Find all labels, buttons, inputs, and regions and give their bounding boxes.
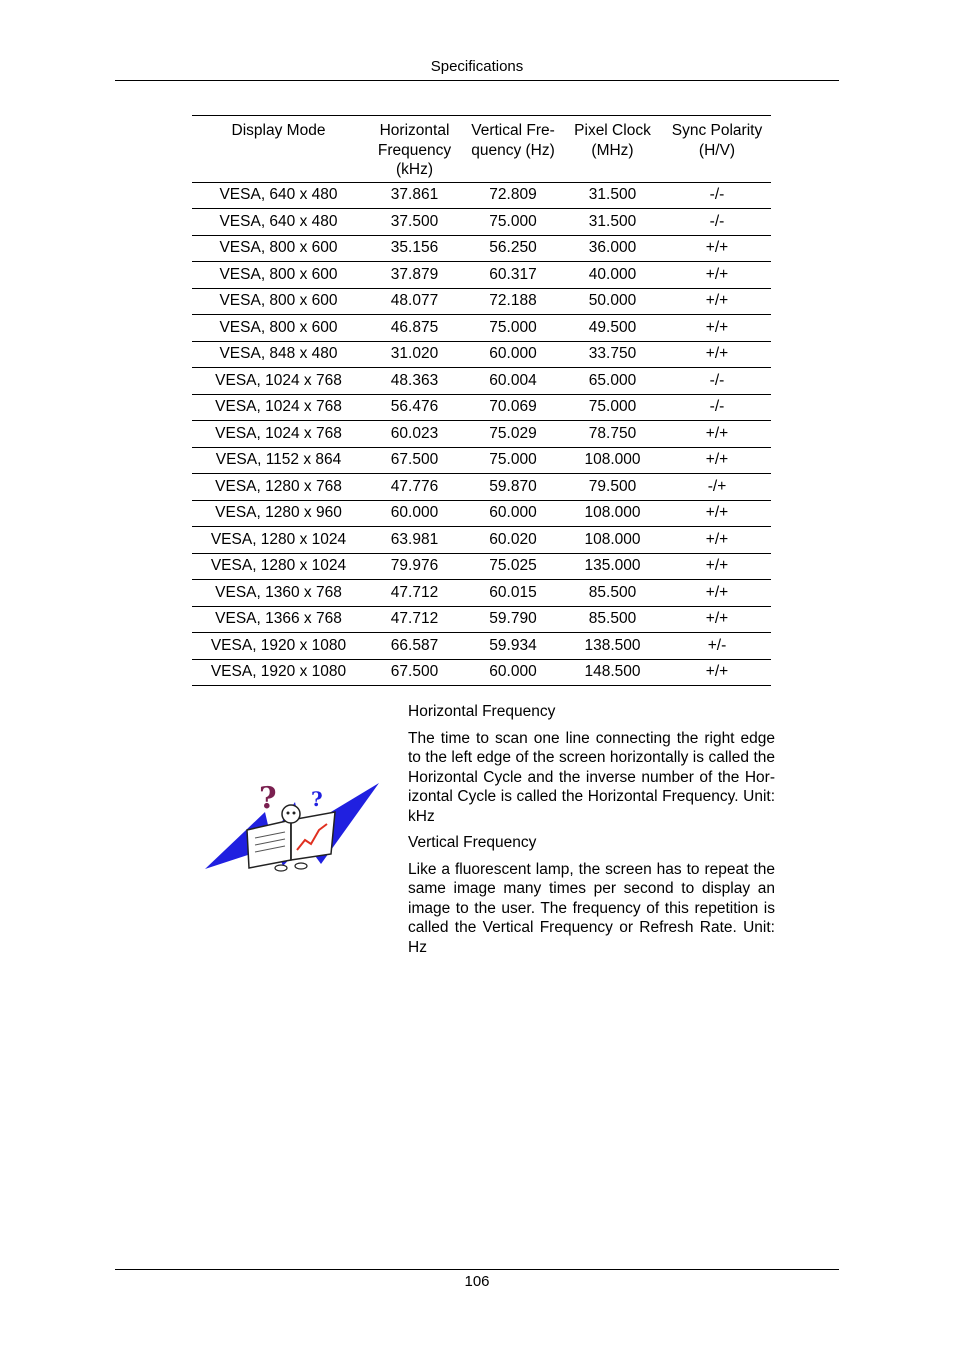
- pixel-clock-cell: 31.500: [562, 209, 663, 236]
- display-mode-cell: VESA, 800 x 600: [192, 235, 365, 262]
- sync-polarity-cell: +/+: [663, 527, 771, 554]
- table-row: [192, 580, 771, 607]
- pixel-clock-cell: 85.500: [562, 606, 663, 633]
- pixel-clock-cell: 108.000: [562, 527, 663, 554]
- pixel-clock-cell: 79.500: [562, 474, 663, 501]
- vertical-frequency-cell: 59.790: [464, 606, 562, 633]
- vertical-frequency-cell: 59.934: [464, 633, 562, 660]
- vertical-frequency-cell: 60.317: [464, 262, 562, 289]
- vertical-frequency-cell: 60.000: [464, 341, 562, 368]
- vertical-frequency-heading: Vertical Frequency: [408, 834, 537, 851]
- display-mode-cell: VESA, 1366 x 768: [192, 606, 365, 633]
- horizontal-frequency-cell: 66.587: [365, 633, 464, 660]
- col-pixel-clock: Pixel Clock (MHz): [562, 116, 663, 183]
- horizontal-frequency-cell: 60.000: [365, 500, 464, 527]
- display-mode-cell: VESA, 848 x 480: [192, 341, 365, 368]
- horizontal-frequency-cell: 37.500: [365, 209, 464, 236]
- horizontal-frequency-cell: 37.861: [365, 182, 464, 209]
- pixel-clock-cell: 85.500: [562, 580, 663, 607]
- sync-polarity-cell: +/-: [663, 633, 771, 660]
- sync-polarity-cell: -/+: [663, 474, 771, 501]
- sync-polarity-cell: -/-: [663, 182, 771, 209]
- display-mode-cell: VESA, 1920 x 1080: [192, 659, 365, 686]
- running-header: Specifications: [430, 58, 524, 75]
- table-row: [192, 633, 771, 660]
- vertical-frequency-cell: 56.250: [464, 235, 562, 262]
- horizontal-frequency-cell: 46.875: [365, 315, 464, 342]
- horizontal-frequency-cell: 56.476: [365, 394, 464, 421]
- display-mode-cell: VESA, 1920 x 1080: [192, 633, 365, 660]
- horizontal-frequency-text: The time to scan one line connecting the right edge to the left edge of the screen horizontally is called the Horizontal Cycle and the inverse number of the Hor-izontal Cycle is called the Horizontal Frequency. Unit: kHz: [408, 729, 775, 825]
- table-row: [192, 235, 771, 262]
- notes-section: [408, 702, 775, 964]
- sync-polarity-cell: +/+: [663, 659, 771, 686]
- pixel-clock-cell: 65.000: [562, 368, 663, 395]
- table-row: [192, 421, 771, 448]
- display-mode-cell: VESA, 1024 x 768: [192, 394, 365, 421]
- vertical-frequency-cell: 72.188: [464, 288, 562, 315]
- sync-polarity-cell: +/+: [663, 500, 771, 527]
- header-divider: [115, 80, 839, 81]
- pixel-clock-cell: 78.750: [562, 421, 663, 448]
- col-sync-polarity: Sync Polarity (H/V): [663, 116, 771, 183]
- table-row: [192, 659, 771, 686]
- pixel-clock-cell: 108.000: [562, 500, 663, 527]
- sync-polarity-cell: +/+: [663, 235, 771, 262]
- table-row: [192, 209, 771, 236]
- horizontal-frequency-cell: 63.981: [365, 527, 464, 554]
- horizontal-frequency-cell: 79.976: [365, 553, 464, 580]
- vertical-frequency-cell: 72.809: [464, 182, 562, 209]
- question-book-icon: [203, 780, 381, 872]
- timing-table: [192, 115, 771, 686]
- table-row: [192, 182, 771, 209]
- pixel-clock-cell: 49.500: [562, 315, 663, 342]
- table-row: [192, 527, 771, 554]
- horizontal-frequency-cell: 60.023: [365, 421, 464, 448]
- display-mode-cell: VESA, 640 x 480: [192, 182, 365, 209]
- sync-polarity-cell: +/+: [663, 553, 771, 580]
- vertical-frequency-cell: 75.000: [464, 209, 562, 236]
- table-row: [192, 553, 771, 580]
- pixel-clock-cell: 40.000: [562, 262, 663, 289]
- vertical-frequency-cell: 60.015: [464, 580, 562, 607]
- table-body: [192, 182, 771, 686]
- display-mode-cell: VESA, 1280 x 1024: [192, 553, 365, 580]
- display-mode-cell: VESA, 640 x 480: [192, 209, 365, 236]
- sync-polarity-cell: -/-: [663, 368, 771, 395]
- vertical-frequency-cell: 75.025: [464, 553, 562, 580]
- table-row: [192, 474, 771, 501]
- horizontal-frequency-cell: 37.879: [365, 262, 464, 289]
- vertical-frequency-cell: 60.004: [464, 368, 562, 395]
- horizontal-frequency-cell: 47.712: [365, 580, 464, 607]
- vertical-frequency-cell: 70.069: [464, 394, 562, 421]
- col-horizontal-frequency: Horizontal Frequency (kHz): [365, 116, 464, 183]
- sync-polarity-cell: +/+: [663, 606, 771, 633]
- svg-text:?: ?: [259, 781, 277, 816]
- vertical-frequency-cell: 59.870: [464, 474, 562, 501]
- sync-polarity-cell: +/+: [663, 288, 771, 315]
- sync-polarity-cell: +/+: [663, 580, 771, 607]
- vertical-frequency-cell: 60.000: [464, 659, 562, 686]
- horizontal-frequency-cell: 47.712: [365, 606, 464, 633]
- page-number: 106: [464, 1273, 490, 1290]
- pixel-clock-cell: 33.750: [562, 341, 663, 368]
- pixel-clock-cell: 108.000: [562, 447, 663, 474]
- col-vertical-frequency: Vertical Fre-quency (Hz): [464, 116, 562, 183]
- footer-divider: [115, 1269, 839, 1270]
- pixel-clock-cell: 138.500: [562, 633, 663, 660]
- display-mode-cell: VESA, 1280 x 960: [192, 500, 365, 527]
- pixel-clock-cell: 36.000: [562, 235, 663, 262]
- horizontal-frequency-cell: 67.500: [365, 447, 464, 474]
- horizontal-frequency-heading: Horizontal Frequency: [408, 703, 556, 720]
- horizontal-frequency-cell: 48.363: [365, 368, 464, 395]
- pixel-clock-cell: 148.500: [562, 659, 663, 686]
- sync-polarity-cell: +/+: [663, 447, 771, 474]
- table-row: [192, 368, 771, 395]
- table-row: [192, 500, 771, 527]
- vertical-frequency-text: Like a fluorescent lamp, the screen has to repeat the same image many times per second to display an image to the user. The frequency of this repetition is called the Vertical Frequency or Refresh Rate. Unit: Hz: [408, 860, 775, 956]
- sync-polarity-cell: +/+: [663, 315, 771, 342]
- display-mode-cell: VESA, 1280 x 1024: [192, 527, 365, 554]
- svg-text:?: ?: [311, 787, 323, 811]
- table-row: [192, 606, 771, 633]
- sync-polarity-cell: -/-: [663, 394, 771, 421]
- sync-polarity-cell: -/-: [663, 209, 771, 236]
- table-row: [192, 341, 771, 368]
- vertical-frequency-cell: 60.020: [464, 527, 562, 554]
- vertical-frequency-cell: 60.000: [464, 500, 562, 527]
- horizontal-frequency-cell: 47.776: [365, 474, 464, 501]
- display-mode-cell: VESA, 1024 x 768: [192, 421, 365, 448]
- display-mode-cell: VESA, 1360 x 768: [192, 580, 365, 607]
- sync-polarity-cell: +/+: [663, 262, 771, 289]
- pixel-clock-cell: 135.000: [562, 553, 663, 580]
- pixel-clock-cell: 31.500: [562, 182, 663, 209]
- horizontal-frequency-cell: 48.077: [365, 288, 464, 315]
- vertical-frequency-cell: 75.029: [464, 421, 562, 448]
- col-display-mode: Display Mode: [192, 116, 365, 183]
- table-header-row: [192, 116, 771, 183]
- display-mode-cell: VESA, 800 x 600: [192, 315, 365, 342]
- display-mode-cell: VESA, 800 x 600: [192, 262, 365, 289]
- pixel-clock-cell: 75.000: [562, 394, 663, 421]
- table-row: [192, 394, 771, 421]
- vertical-frequency-cell: 75.000: [464, 447, 562, 474]
- table-row: [192, 288, 771, 315]
- table-row: [192, 447, 771, 474]
- horizontal-frequency-cell: 35.156: [365, 235, 464, 262]
- horizontal-frequency-cell: 31.020: [365, 341, 464, 368]
- pixel-clock-cell: 50.000: [562, 288, 663, 315]
- vertical-frequency-cell: 75.000: [464, 315, 562, 342]
- display-mode-cell: VESA, 1024 x 768: [192, 368, 365, 395]
- horizontal-frequency-cell: 67.500: [365, 659, 464, 686]
- sync-polarity-cell: +/+: [663, 341, 771, 368]
- display-mode-cell: VESA, 800 x 600: [192, 288, 365, 315]
- display-mode-cell: VESA, 1280 x 768: [192, 474, 365, 501]
- table-row: [192, 262, 771, 289]
- sync-polarity-cell: +/+: [663, 421, 771, 448]
- table-row: [192, 315, 771, 342]
- display-mode-cell: VESA, 1152 x 864: [192, 447, 365, 474]
